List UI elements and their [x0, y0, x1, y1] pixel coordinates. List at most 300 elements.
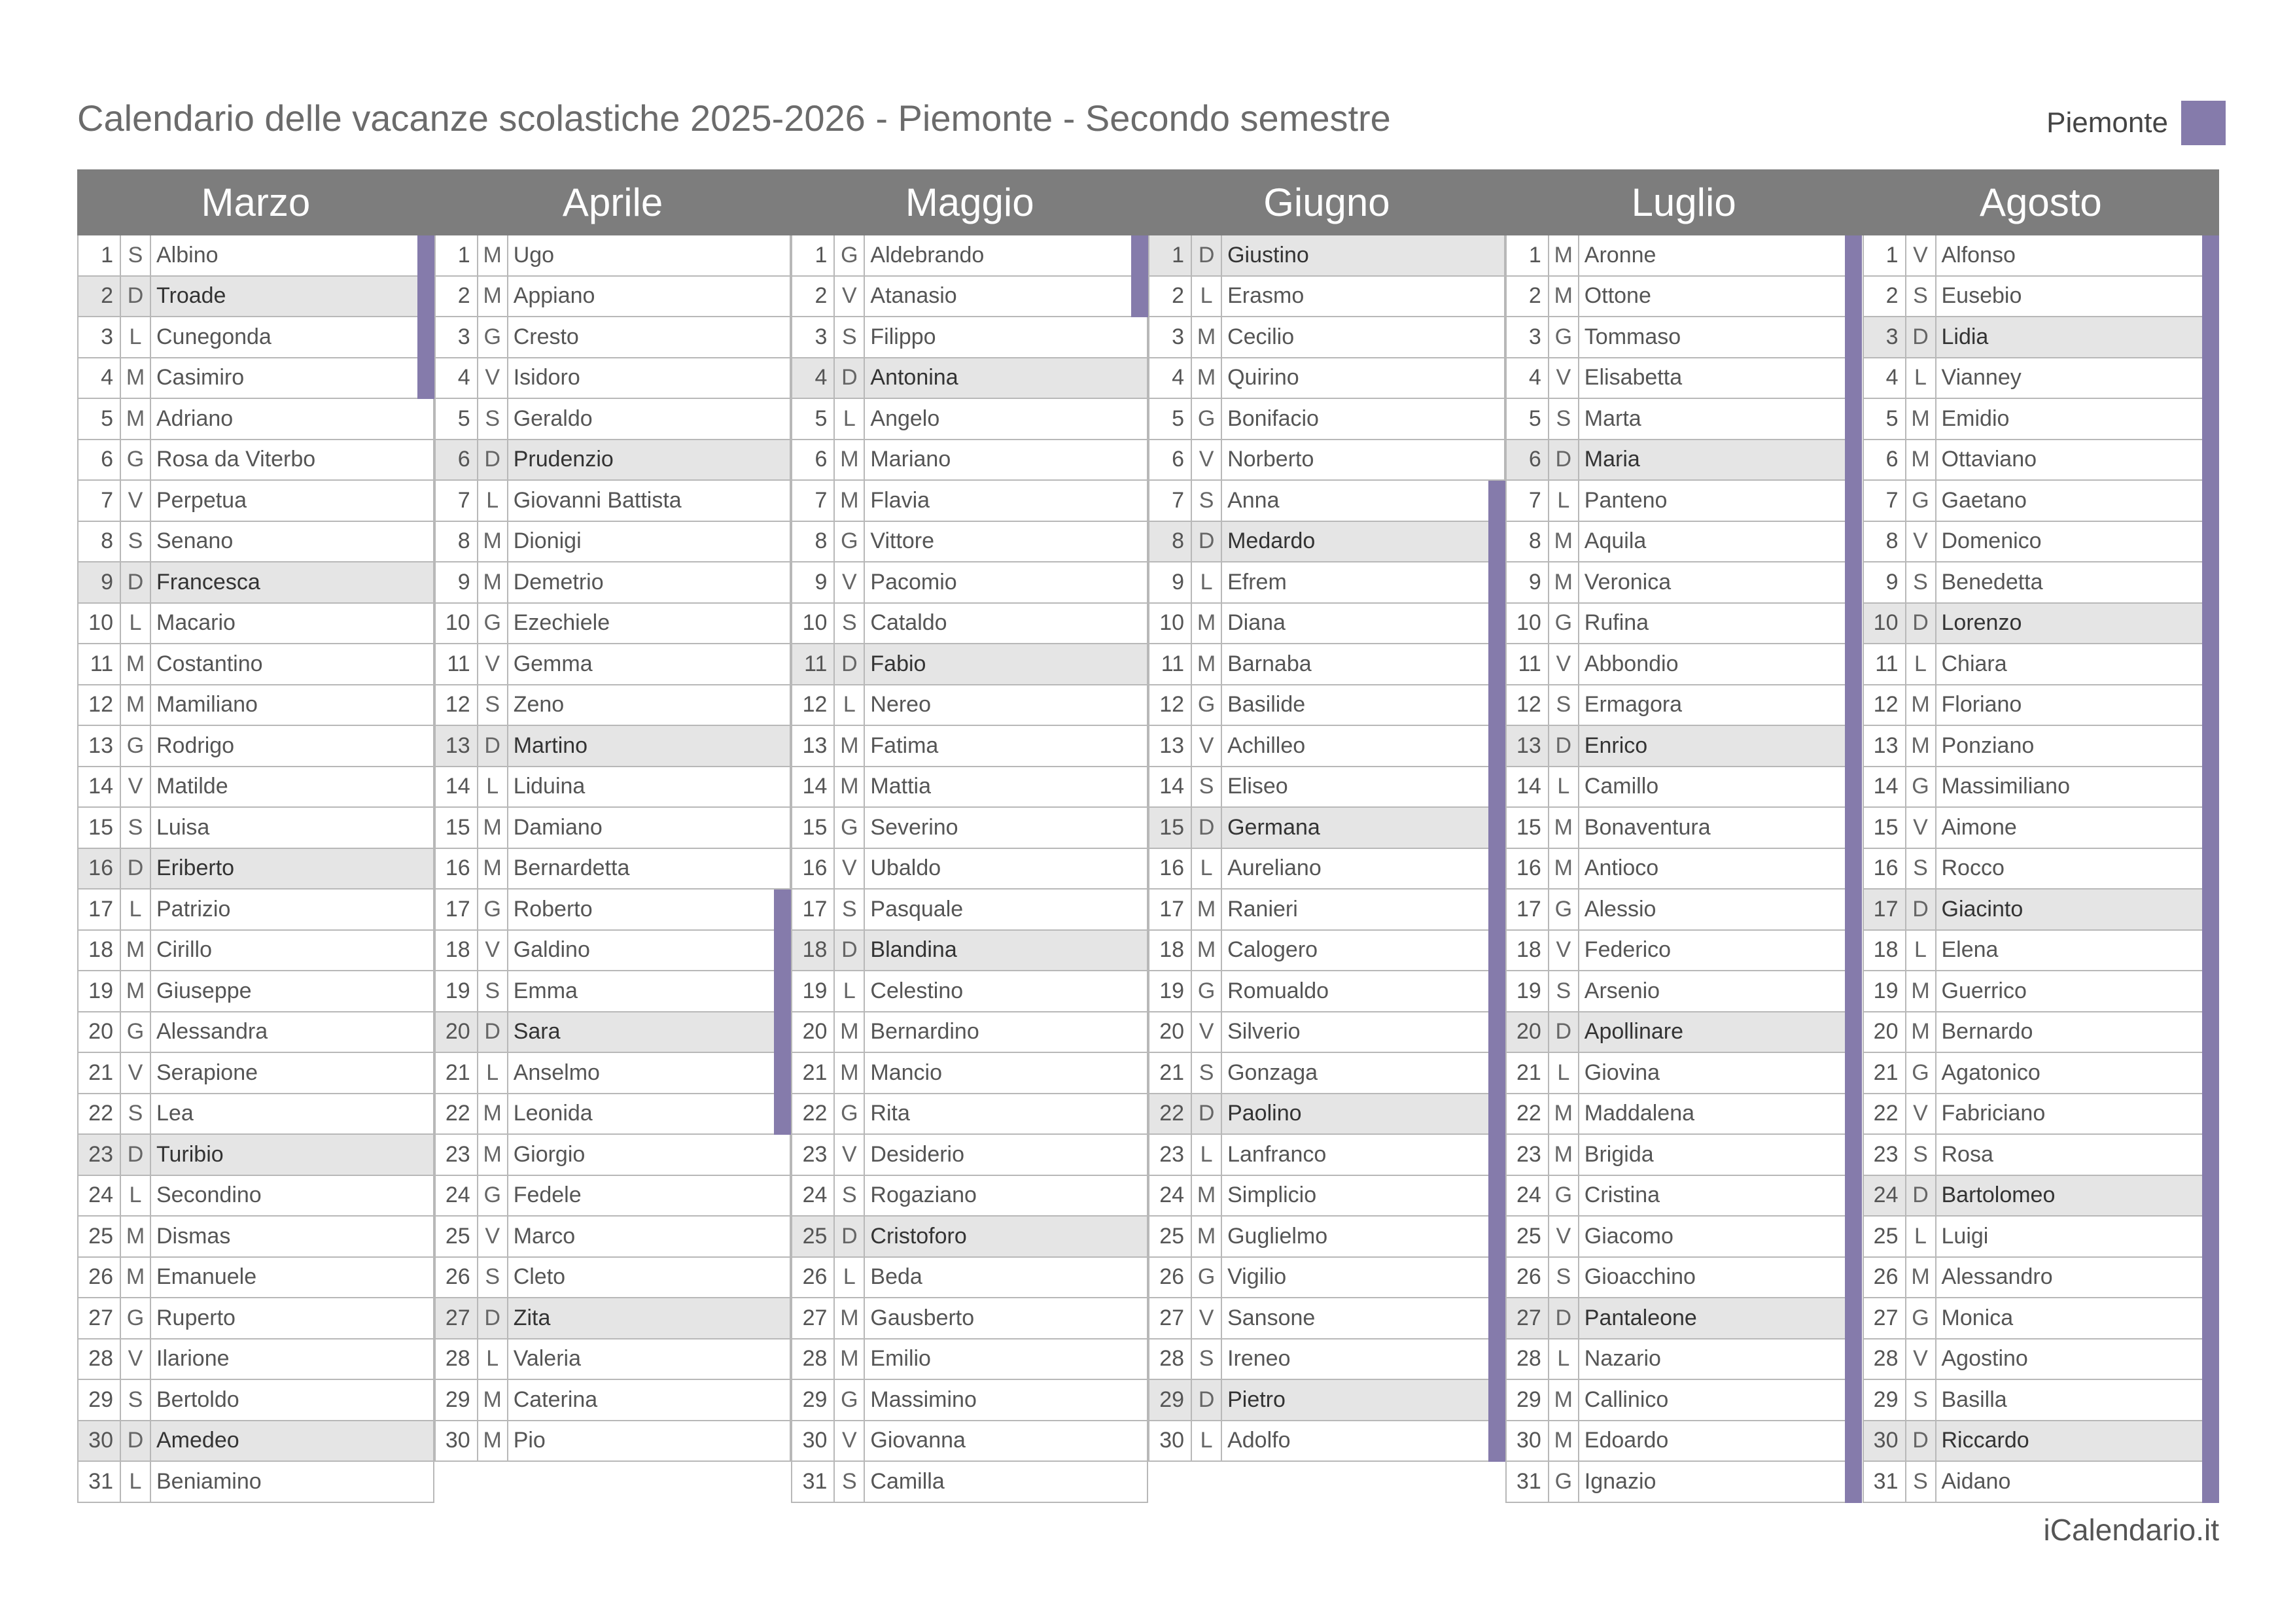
- weekday-letter: V: [1905, 1339, 1935, 1381]
- saint-name: Fabriciano: [1935, 1094, 2220, 1135]
- day-number: 30: [1148, 1421, 1191, 1462]
- page-title: Calendario delle vacanze scolastiche 2025-2026 - Piemonte - Secondo semestre: [77, 97, 1391, 139]
- day-row: [77, 808, 434, 849]
- day-row: [791, 1421, 1148, 1462]
- weekday-letter: L: [833, 1258, 864, 1299]
- weekday-letter: D: [120, 277, 150, 318]
- day-number: 19: [791, 971, 833, 1012]
- holiday-marker: [2202, 1298, 2219, 1339]
- holiday-marker: [1488, 931, 1505, 972]
- day-row: [434, 1380, 792, 1421]
- day-row: [77, 1053, 434, 1094]
- day-number: 23: [1148, 1135, 1191, 1176]
- day-number: 13: [434, 726, 477, 767]
- holiday-marker: [1845, 1339, 1862, 1381]
- saint-name: Paolino: [1221, 1094, 1505, 1135]
- weekday-letter: M: [477, 808, 507, 849]
- weekday-letter: M: [833, 726, 864, 767]
- weekday-letter: S: [120, 1380, 150, 1421]
- weekday-letter: L: [477, 1053, 507, 1094]
- day-number: 19: [1505, 971, 1548, 1012]
- day-row: [1863, 1135, 2220, 1176]
- day-number: 29: [1863, 1380, 1905, 1421]
- day-row: [1505, 1135, 1863, 1176]
- day-row: [791, 235, 1148, 277]
- saint-name: Apollinare: [1578, 1012, 1863, 1054]
- day-number: 12: [434, 685, 477, 727]
- saint-name: Zita: [507, 1298, 792, 1339]
- saint-name: Guglielmo: [1221, 1217, 1505, 1258]
- legend-label: Piemonte: [2046, 107, 2168, 139]
- day-number: 27: [1505, 1298, 1548, 1339]
- holiday-marker: [1488, 1380, 1505, 1421]
- day-number: 11: [1863, 644, 1905, 685]
- day-number: 10: [77, 604, 120, 645]
- day-number: 13: [77, 726, 120, 767]
- day-row: [791, 1380, 1148, 1421]
- day-row: [1505, 481, 1863, 522]
- saint-name: Flavia: [864, 481, 1148, 522]
- day-row: [791, 522, 1148, 563]
- saint-name: Desiderio: [864, 1135, 1148, 1176]
- day-row: [434, 604, 792, 645]
- day-number: 19: [1148, 971, 1191, 1012]
- holiday-marker: [1845, 358, 1862, 400]
- holiday-marker: [1845, 644, 1862, 685]
- day-number: 2: [1148, 277, 1191, 318]
- saint-name: Geraldo: [507, 399, 792, 440]
- day-row: [1505, 849, 1863, 890]
- day-row: [77, 358, 434, 400]
- holiday-marker: [2202, 726, 2219, 767]
- saint-name: Camillo: [1578, 767, 1863, 808]
- saint-name: Giovanna: [864, 1421, 1148, 1462]
- day-number: 1: [1148, 235, 1191, 277]
- weekday-letter: S: [120, 235, 150, 277]
- saint-name: Alessio: [1578, 890, 1863, 931]
- day-row: [1863, 890, 2220, 931]
- weekday-letter: D: [1905, 1421, 1935, 1462]
- saint-name: Fatima: [864, 726, 1148, 767]
- weekday-letter: S: [120, 522, 150, 563]
- weekday-letter: D: [1905, 604, 1935, 645]
- day-row: [434, 890, 792, 931]
- holiday-marker: [1845, 808, 1862, 849]
- day-number: 9: [1148, 562, 1191, 604]
- holiday-marker: [1845, 399, 1862, 440]
- holiday-marker: [1488, 1217, 1505, 1258]
- day-row: [77, 399, 434, 440]
- holiday-marker: [1845, 235, 1862, 277]
- day-row: [77, 685, 434, 727]
- day-number: 7: [1505, 481, 1548, 522]
- holiday-marker: [774, 1012, 791, 1054]
- holiday-marker: [2202, 235, 2219, 277]
- day-row: [434, 562, 792, 604]
- day-number: 11: [77, 644, 120, 685]
- weekday-letter: V: [1905, 235, 1935, 277]
- saint-name: Floriano: [1935, 685, 2220, 727]
- weekday-letter: D: [120, 1421, 150, 1462]
- day-number: 16: [791, 849, 833, 890]
- day-number: 17: [791, 890, 833, 931]
- saint-name: Massimino: [864, 1380, 1148, 1421]
- saint-name: Brigida: [1578, 1135, 1863, 1176]
- weekday-letter: L: [833, 971, 864, 1012]
- day-number: 24: [1863, 1176, 1905, 1217]
- holiday-marker: [1845, 1217, 1862, 1258]
- weekday-letter: L: [120, 1176, 150, 1217]
- day-row: [434, 399, 792, 440]
- saint-name: Pietro: [1221, 1380, 1505, 1421]
- holiday-marker: [2202, 399, 2219, 440]
- day-row: [77, 1217, 434, 1258]
- weekday-letter: M: [1905, 1012, 1935, 1054]
- day-number: 23: [791, 1135, 833, 1176]
- day-row: [77, 1380, 434, 1421]
- day-number: 21: [791, 1053, 833, 1094]
- day-number: 24: [791, 1176, 833, 1217]
- saint-name: Emilio: [864, 1339, 1148, 1381]
- day-number: 21: [1505, 1053, 1548, 1094]
- saint-name: Giacinto: [1935, 890, 2220, 931]
- holiday-marker: [2202, 767, 2219, 808]
- saint-name: Vittore: [864, 522, 1148, 563]
- day-row: [1863, 277, 2220, 318]
- day-row: [1148, 358, 1505, 400]
- weekday-letter: L: [120, 317, 150, 358]
- holiday-marker: [1845, 317, 1862, 358]
- day-row: [791, 1053, 1148, 1094]
- day-row: [1148, 235, 1505, 277]
- day-number: 6: [434, 440, 477, 481]
- day-row: [1505, 1094, 1863, 1135]
- saint-name: Celestino: [864, 971, 1148, 1012]
- saint-name: Patrizio: [150, 890, 434, 931]
- day-number: 30: [434, 1421, 477, 1462]
- holiday-marker: [2202, 1176, 2219, 1217]
- weekday-letter: G: [833, 1094, 864, 1135]
- day-row: [791, 1012, 1148, 1054]
- holiday-marker: [1845, 1421, 1862, 1462]
- saint-name: Matilde: [150, 767, 434, 808]
- day-row: [791, 1462, 1148, 1503]
- weekday-letter: M: [1548, 1135, 1578, 1176]
- weekday-letter: G: [477, 317, 507, 358]
- weekday-letter: D: [1191, 522, 1221, 563]
- holiday-marker: [1845, 890, 1862, 931]
- weekday-letter: M: [477, 1380, 507, 1421]
- holiday-marker: [2202, 1380, 2219, 1421]
- saint-name: Giustino: [1221, 235, 1505, 277]
- weekday-letter: M: [1548, 1421, 1578, 1462]
- saint-name: Ponziano: [1935, 726, 2220, 767]
- saint-name: Macario: [150, 604, 434, 645]
- day-number: 1: [434, 235, 477, 277]
- day-number: 4: [1863, 358, 1905, 400]
- saint-name: Federico: [1578, 931, 1863, 972]
- day-row: [77, 1421, 434, 1462]
- saint-name: Luigi: [1935, 1217, 2220, 1258]
- holiday-marker: [1845, 931, 1862, 972]
- weekday-letter: M: [120, 685, 150, 727]
- saint-name: Giovanni Battista: [507, 481, 792, 522]
- day-number: 4: [434, 358, 477, 400]
- saint-name: Bonifacio: [1221, 399, 1505, 440]
- weekday-letter: M: [833, 767, 864, 808]
- weekday-letter: S: [1191, 481, 1221, 522]
- day-number: 11: [434, 644, 477, 685]
- day-number: 7: [434, 481, 477, 522]
- weekday-letter: V: [1548, 644, 1578, 685]
- day-row: [434, 971, 792, 1012]
- holiday-marker: [1488, 1094, 1505, 1135]
- holiday-marker: [1488, 971, 1505, 1012]
- weekday-letter: M: [120, 399, 150, 440]
- weekday-letter: M: [833, 481, 864, 522]
- day-number: 20: [791, 1012, 833, 1054]
- day-number: 3: [434, 317, 477, 358]
- weekday-letter: M: [1905, 726, 1935, 767]
- saint-name: Rita: [864, 1094, 1148, 1135]
- saint-name: Monica: [1935, 1298, 2220, 1339]
- weekday-letter: S: [1191, 1339, 1221, 1381]
- weekday-letter: D: [1548, 1012, 1578, 1054]
- weekday-letter: M: [1191, 1176, 1221, 1217]
- saint-name: Cecilio: [1221, 317, 1505, 358]
- day-row: [791, 767, 1148, 808]
- saint-name: Cunegonda: [150, 317, 434, 358]
- day-number: 17: [77, 890, 120, 931]
- day-number: 20: [1505, 1012, 1548, 1054]
- day-row: [1148, 767, 1505, 808]
- saint-name: Ermagora: [1578, 685, 1863, 727]
- weekday-letter: G: [1191, 1258, 1221, 1299]
- weekday-letter: L: [1191, 1135, 1221, 1176]
- holiday-marker: [2202, 1258, 2219, 1299]
- holiday-marker: [1488, 808, 1505, 849]
- weekday-letter: M: [477, 1094, 507, 1135]
- day-row: [77, 1339, 434, 1381]
- day-number: 19: [77, 971, 120, 1012]
- weekday-letter: S: [1905, 277, 1935, 318]
- day-number: 18: [1148, 931, 1191, 972]
- day-number: 26: [1505, 1258, 1548, 1299]
- holiday-marker: [1488, 1421, 1505, 1462]
- day-number: 8: [1148, 522, 1191, 563]
- saint-name: Luisa: [150, 808, 434, 849]
- day-number: 25: [791, 1217, 833, 1258]
- day-row: [1505, 1462, 1863, 1503]
- weekday-letter: D: [1191, 1380, 1221, 1421]
- holiday-marker: [1845, 971, 1862, 1012]
- saint-name: Ubaldo: [864, 849, 1148, 890]
- day-row: [1863, 1258, 2220, 1299]
- saint-name: Giacomo: [1578, 1217, 1863, 1258]
- weekday-letter: L: [1905, 644, 1935, 685]
- day-number: 7: [1148, 481, 1191, 522]
- holiday-marker: [1845, 604, 1862, 645]
- weekday-letter: L: [1548, 767, 1578, 808]
- day-number: 4: [1148, 358, 1191, 400]
- weekday-letter: S: [1905, 1462, 1935, 1503]
- day-row: [1505, 399, 1863, 440]
- weekday-letter: D: [1548, 1298, 1578, 1339]
- saint-name: Emanuele: [150, 1258, 434, 1299]
- saint-name: Riccardo: [1935, 1421, 2220, 1462]
- day-row: [1148, 808, 1505, 849]
- weekday-letter: M: [833, 1339, 864, 1381]
- saint-name: Ignazio: [1578, 1462, 1863, 1503]
- day-row: [1863, 358, 2220, 400]
- day-row: [434, 808, 792, 849]
- saint-name: Cirillo: [150, 931, 434, 972]
- month-header-maggio: Maggio: [905, 181, 1034, 224]
- holiday-marker: [774, 1094, 791, 1135]
- weekday-letter: M: [1905, 399, 1935, 440]
- saint-name: Turibio: [150, 1135, 434, 1176]
- weekday-letter: L: [120, 1462, 150, 1503]
- weekday-letter: L: [1191, 562, 1221, 604]
- day-row: [77, 481, 434, 522]
- weekday-letter: M: [120, 1258, 150, 1299]
- holiday-marker: [1845, 849, 1862, 890]
- day-row: [77, 849, 434, 890]
- holiday-marker: [1845, 1135, 1862, 1176]
- day-number: 1: [77, 235, 120, 277]
- holiday-marker: [2202, 1094, 2219, 1135]
- saint-name: Adolfo: [1221, 1421, 1505, 1462]
- weekday-letter: S: [1905, 1380, 1935, 1421]
- saint-name: Calogero: [1221, 931, 1505, 972]
- day-number: 8: [1505, 522, 1548, 563]
- day-row: [1863, 644, 2220, 685]
- day-number: 15: [791, 808, 833, 849]
- day-number: 29: [1148, 1380, 1191, 1421]
- day-number: 21: [434, 1053, 477, 1094]
- saint-name: Vigilio: [1221, 1258, 1505, 1299]
- weekday-letter: M: [833, 1053, 864, 1094]
- day-row: [1505, 890, 1863, 931]
- day-row: [77, 1298, 434, 1339]
- saint-name: Barnaba: [1221, 644, 1505, 685]
- saint-name: Maria: [1578, 440, 1863, 481]
- day-row: [1148, 1176, 1505, 1217]
- weekday-letter: G: [833, 808, 864, 849]
- saint-name: Rosa: [1935, 1135, 2220, 1176]
- saint-name: Gausberto: [864, 1298, 1148, 1339]
- holiday-marker: [774, 971, 791, 1012]
- weekday-letter: L: [120, 604, 150, 645]
- day-row: [1148, 522, 1505, 563]
- saint-name: Galdino: [507, 931, 792, 972]
- day-number: 24: [1505, 1176, 1548, 1217]
- day-number: 5: [1863, 399, 1905, 440]
- weekday-letter: M: [1548, 849, 1578, 890]
- holiday-marker: [2202, 1462, 2219, 1503]
- day-number: 12: [1505, 685, 1548, 727]
- day-number: 13: [1505, 726, 1548, 767]
- holiday-marker: [1488, 522, 1505, 563]
- weekday-letter: M: [120, 644, 150, 685]
- day-number: 9: [434, 562, 477, 604]
- day-number: 13: [1863, 726, 1905, 767]
- saint-name: Aronne: [1578, 235, 1863, 277]
- saint-name: Demetrio: [507, 562, 792, 604]
- weekday-letter: V: [477, 644, 507, 685]
- weekday-letter: V: [833, 562, 864, 604]
- holiday-marker: [2202, 808, 2219, 849]
- holiday-marker: [1488, 1135, 1505, 1176]
- saint-name: Norberto: [1221, 440, 1505, 481]
- day-row: [1505, 971, 1863, 1012]
- day-row: [791, 971, 1148, 1012]
- holiday-marker: [2202, 277, 2219, 318]
- weekday-letter: S: [477, 1258, 507, 1299]
- holiday-marker: [2202, 1135, 2219, 1176]
- weekday-letter: M: [120, 931, 150, 972]
- saint-name: Lanfranco: [1221, 1135, 1505, 1176]
- weekday-letter: L: [477, 767, 507, 808]
- saint-name: Bonaventura: [1578, 808, 1863, 849]
- weekday-letter: M: [477, 849, 507, 890]
- day-number: 9: [77, 562, 120, 604]
- weekday-letter: V: [1191, 1298, 1221, 1339]
- saint-name: Caterina: [507, 1380, 792, 1421]
- holiday-marker: [417, 317, 434, 358]
- saint-name: Emidio: [1935, 399, 2220, 440]
- saint-name: Giorgio: [507, 1135, 792, 1176]
- day-row: [434, 481, 792, 522]
- day-number: 30: [791, 1421, 833, 1462]
- holiday-marker: [2202, 1217, 2219, 1258]
- day-row: [77, 1258, 434, 1299]
- day-number: 23: [1863, 1135, 1905, 1176]
- weekday-letter: D: [477, 726, 507, 767]
- day-number: 9: [791, 562, 833, 604]
- saint-name: Severino: [864, 808, 1148, 849]
- saint-name: Cristina: [1578, 1176, 1863, 1217]
- day-number: 6: [791, 440, 833, 481]
- day-row: [77, 971, 434, 1012]
- weekday-letter: M: [1191, 317, 1221, 358]
- weekday-letter: S: [833, 890, 864, 931]
- day-row: [434, 277, 792, 318]
- saint-name: Rogaziano: [864, 1176, 1148, 1217]
- weekday-letter: D: [833, 931, 864, 972]
- weekday-letter: M: [1191, 931, 1221, 972]
- holiday-marker: [1845, 726, 1862, 767]
- day-row: [1148, 277, 1505, 318]
- weekday-letter: S: [1191, 767, 1221, 808]
- holiday-marker: [2202, 931, 2219, 972]
- day-number: 29: [1505, 1380, 1548, 1421]
- saint-name: Gioacchino: [1578, 1258, 1863, 1299]
- holiday-marker: [1845, 562, 1862, 604]
- day-row: [1863, 1339, 2220, 1381]
- day-number: 31: [1505, 1462, 1548, 1503]
- weekday-letter: D: [1191, 235, 1221, 277]
- saint-name: Enrico: [1578, 726, 1863, 767]
- holiday-marker: [2202, 562, 2219, 604]
- holiday-marker: [2202, 604, 2219, 645]
- saint-name: Albino: [150, 235, 434, 277]
- holiday-marker: [2202, 522, 2219, 563]
- day-row: [1505, 931, 1863, 972]
- day-row: [1863, 971, 2220, 1012]
- day-row: [1505, 726, 1863, 767]
- saint-name: Simplicio: [1221, 1176, 1505, 1217]
